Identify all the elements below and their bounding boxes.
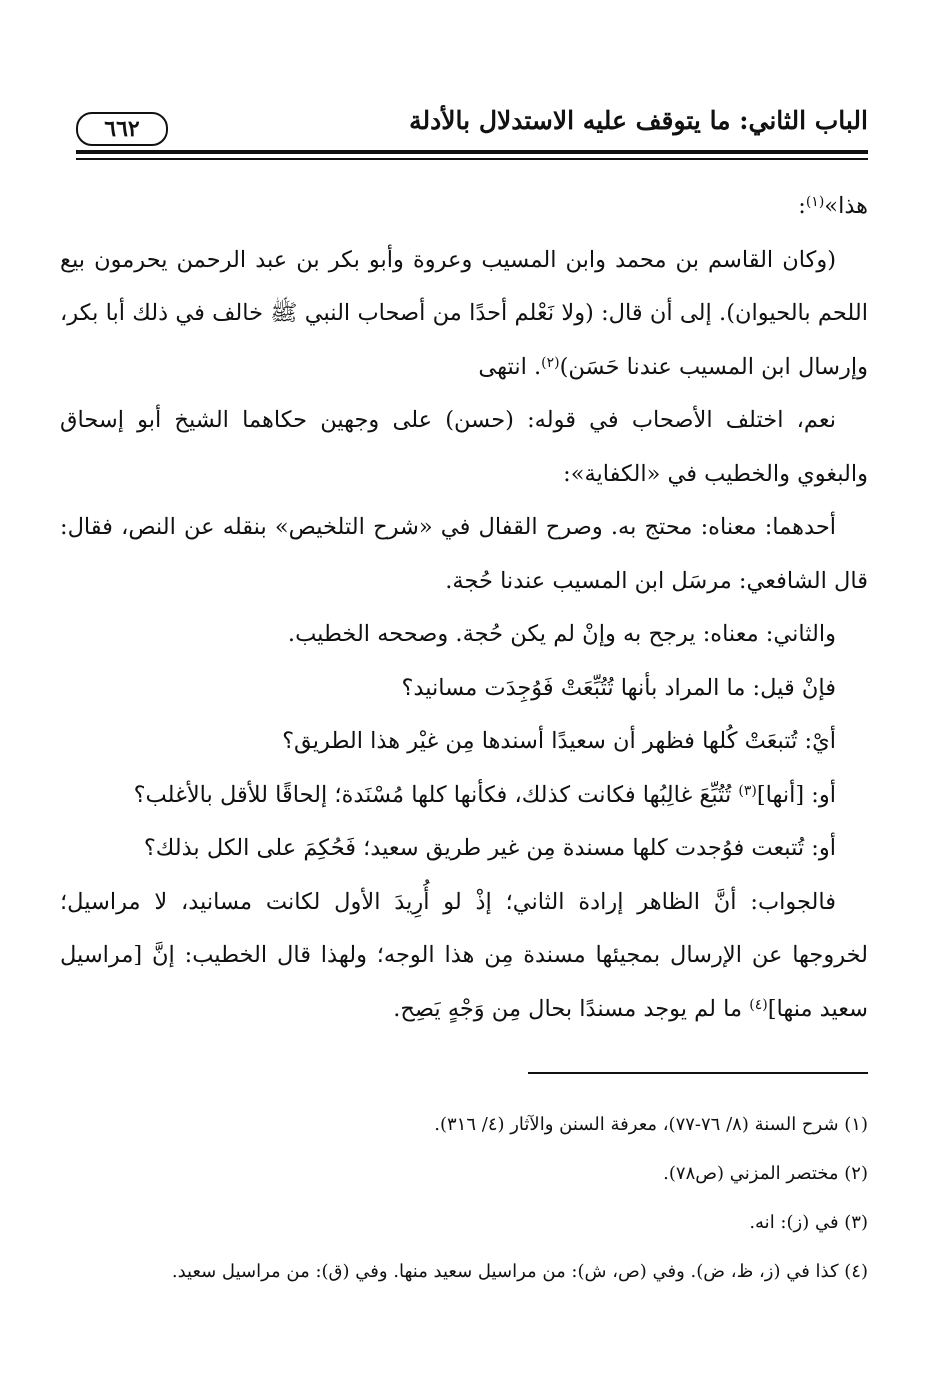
paragraph-7: أيْ: تُتبعَتْ كُلها فظهر أن سعيدًا أسندها مِن غيْر هذا الطريق؟ [282, 728, 836, 754]
text: : [798, 193, 806, 219]
text: تُتُبِّعَ غالِبُها فكانت كذلك، فكأنها كلها مُسْنَدة؛ إلحاقًا للأقل بالأغلب؟ [133, 781, 739, 808]
text: هذا» [824, 193, 868, 219]
paragraph-9: أو: تُتبعت فوُجدت كلها مسندة مِن غير طريق سعيد؛ فَحُكِمَ على الكل بذلك؟ [143, 835, 836, 861]
footnote-ref-2: (٢) [541, 354, 560, 371]
footnote-4: (٤) كذا في (ز، ظ، ض). وفي (ص، ش): من مراسيل سعيد منها. وفي (ق): من مراسيل سعيد. [171, 1261, 868, 1282]
paragraph-6: فإنْ قيل: ما المراد بأنها تُتُبِّعَتْ فَوُجِدَت مسانيد؟ [401, 674, 836, 701]
footnote-separator [528, 1072, 868, 1074]
page-number: ٦٦٢ [76, 112, 168, 146]
text: ما لم يوجد مسندًا بحال مِن وَجْهٍ يَصِح. [393, 995, 750, 1022]
chapter-title: الباب الثاني: ما يتوقف عليه الاستدلال بالأدلة [409, 106, 868, 135]
header-rule-thick [76, 150, 868, 154]
footnotes [60, 1100, 868, 1296]
header-rule-thin [76, 158, 868, 160]
paragraph-3: نعم، اختلف الأصحاب في قوله: (حسن) على وجهين حكاهما الشيخ أبو إسحاق والبغوي والخطيب في «الكفاية»: [60, 407, 868, 487]
footnote-ref-3: (٣) [738, 782, 757, 799]
footnote-ref-1: (١) [805, 194, 825, 210]
footnote-3: (٣) في (ز): انه. [749, 1212, 868, 1233]
main-text [60, 180, 868, 1036]
text: (وكان القاسم بن محمد وابن المسيب وعروة وأبو بكر بن عبد الرحمن يحرمون بيع اللحم بالحيوان). إلى أن قال: (ولا نَعْلم أحدًا من أصحاب النبي ﷺ خالف في ذلك أبا بكر، وإرسال ابن المسيب عندنا حَسَن) [60, 246, 868, 380]
paragraph-4: أحدهما: معناه: محتج به. وصرح القفال في «شرح التلخيص» بنقله عن النص، فقال: قال الشافعي: مرسَل ابن المسيب عندنا حُجة. [60, 514, 868, 594]
paragraph-8 [60, 769, 868, 823]
paragraph-10 [60, 876, 868, 1037]
paragraph-1 [60, 180, 868, 234]
running-header [76, 100, 868, 144]
text: فالجواب: أنَّ الظاهر إرادة الثاني؛ إذْ لو أُرِيدَ الأول لكانت مسانيد، لا مراسيل؛ لخروجها عن الإرسال بمجيئها مسندة مِن هذا الوجه؛ ولهذا قال الخطيب: إنَّ [مراسيل سعيد منها] [60, 888, 868, 1022]
footnote-1: (١) شرح السنة (٨/ ٧٦-٧٧)، معرفة السنن والآثار (٤/ ٣١٦). [434, 1114, 868, 1135]
footnote-ref-4: (٤) [749, 996, 768, 1013]
paragraph-5: والثاني: معناه: يرجح به وإنْ لم يكن حُجة. وصححه الخطيب. [287, 621, 836, 647]
paragraph-2 [60, 234, 868, 395]
text: . انتهى [478, 353, 542, 380]
text: أو: [أنها] [756, 781, 836, 808]
footnote-2: (٢) مختصر المزني (ص٧٨). [663, 1163, 868, 1184]
